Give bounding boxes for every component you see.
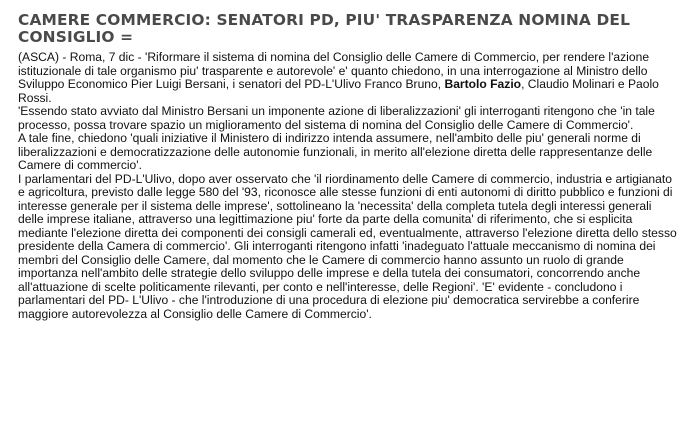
paragraph-arguments: I parlamentari del PD-L'Ulivo, dopo aver osservato che 'il riordinamento delle Camere di commercio, industria e artigianato e agricoltura, previsto dalle legge 580 del '93, riconosce alle stesse funzioni di enti autonomi di diritto pubblico e funzioni di interesse generale per il sistema delle imprese', sottolineano la 'necessita' della completa tutela degli interessi generali delle imprese italiane, attraverso una legittimazione piu' forte da parte della comunita' di riferimento, che si esplicita mediante l'elezione diretta dei componenti dei consigli camerali ed, eventualmente, attraverso l'elezione diretta dello stesso presidente della Camera di commercio'. Gli interroganti ritengono infatti 'inadeguato l'attuale meccanismo di nomina dei membri del Consiglio delle Camere, dal momento che le Camere di commercio hanno assunto un ruolo di grande importanza nell'ambito delle strategie dello sviluppo delle imprese e della tutela dei consumatori, concorrendo anche all'attuazione di scelte politicamente rilevanti, per conto e nell'interesse, delle Regioni'. 'E' evidente - concludono i parlamentari del PD- L'Ulivo - che l'introduzione di una procedura di elezione piu' democratica servirebbe a conferire maggiore autorevolezza al Consiglio delle Camere di Commercio'. — [18, 171, 677, 321]
paragraph-intro — [18, 51, 678, 105]
highlighted-name: Bartolo Fazio — [444, 77, 522, 91]
article-headline — [18, 12, 658, 46]
headline-line-2: CONSIGLIO = — [18, 28, 134, 46]
article-body — [18, 51, 678, 321]
paragraph-request: A tale fine, chiedono 'quali iniziative il Ministero di indirizzo intenda assumere, nell'ambito delle piu' generali norme di liberalizzazioni e democratizzazione delle autonomie funzionali, in merito all'elezione diretta delle rappresentanze delle Camere di commercio'. — [18, 131, 653, 172]
paragraph-intro-text: (ASCA) - Roma, 7 dic - 'Riformare il sistema di nomina del Consiglio delle Camere di Commercio, per rendere l'azione istituzionale di tale organismo piu' trasparente e autorevole' e' quanto chiedono, in una interrogazione al Ministro dello Sviluppo Economico Pier Luigi Bersani, i senatori del PD-L'Ulivo Franco Bruno, — [18, 50, 650, 91]
paragraph-liberalizations: 'Essendo stato avviato dal Ministro Bersani un imponente azione di liberalizzazioni' gli interroganti ritengono che 'in tale processo, possa trovare spazio un miglioramento del sistema di nomina del Consiglio delle Camere di Commercio'. — [18, 104, 655, 132]
headline-line-1: CAMERE COMMERCIO: SENATORI PD, PIU' TRASPARENZA NOMINA DEL — [18, 11, 631, 29]
paragraph-intro-end: , Claudio Molinari e Paolo Rossi. — [18, 77, 659, 105]
